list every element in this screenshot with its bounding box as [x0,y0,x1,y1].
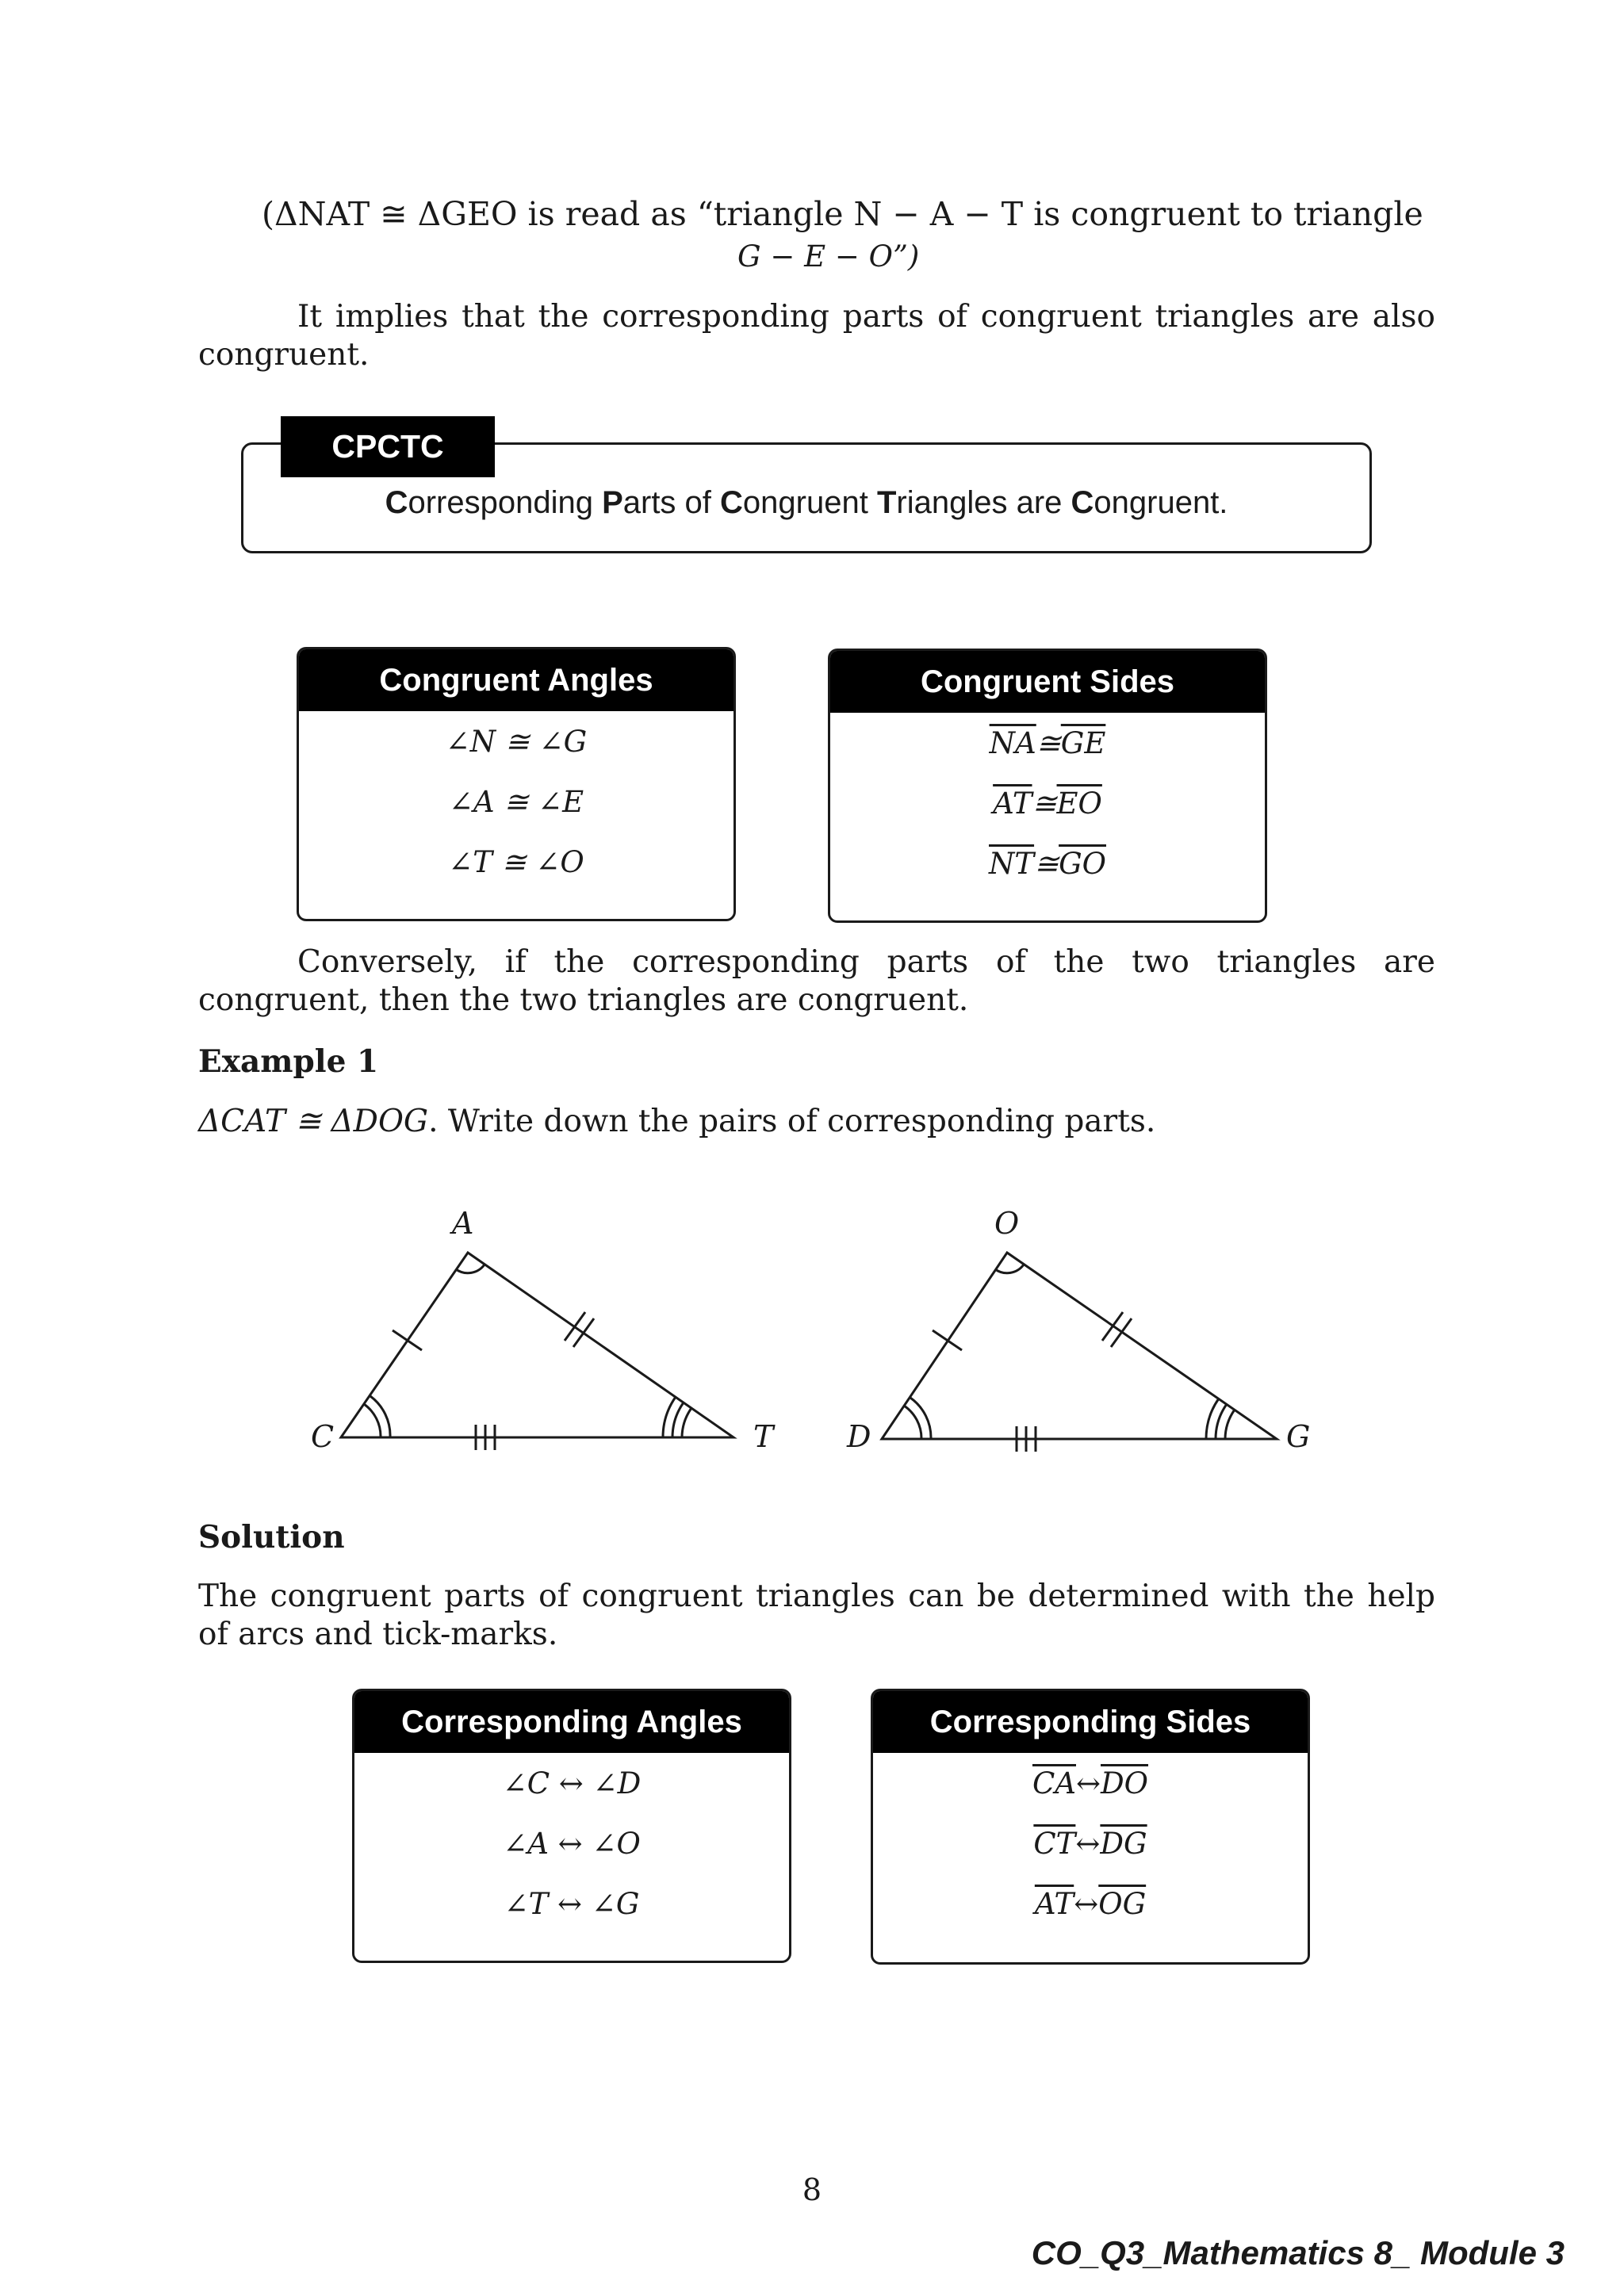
congruent-sides-box [828,649,1267,923]
cpctc-initial: C [1071,485,1094,520]
example-statement [198,1104,1155,1139]
segment-left: $\overline{CT}$ [1033,1826,1076,1861]
corresponding-side-row [873,1753,1308,1813]
solution-paragraph: The congruent parts of congruent triangles can be determined with the help of arcs and tick-marks. [198,1578,1435,1652]
congruent-angle-row: ∠T ≅ ∠O [448,844,584,879]
angle-arc [682,1408,691,1437]
cpctc-word: orresponding [408,485,603,520]
congruent-angle-row: ∠A ≅ ∠E [448,784,584,819]
segment-left: $\overline{CA}$ [1032,1766,1076,1800]
segment-left: $\overline{NA}$ [989,725,1036,760]
tick-mark [933,1330,962,1350]
relation-symbol: ≅ [1032,786,1057,821]
segment-left: $\overline{AT}$ [1034,1886,1074,1921]
cpctc-initial: C [385,485,408,520]
corresponding-angle-row: ∠A ↔ ∠O [503,1826,641,1861]
vertex-label-a: A [452,1206,474,1241]
example-text: . Write down the pairs of corresponding parts. [428,1104,1156,1139]
congruent-sides-header: Congruent Sides [830,651,1265,713]
page-number: 8 [802,2172,822,2207]
segment-right: $\overline{DG}$ [1100,1826,1147,1861]
segment-left: $\overline{NT}$ [989,846,1035,881]
congruent-side-row [830,713,1265,773]
relation-symbol: ≅ [1034,846,1059,881]
cpctc-initial: T [876,485,897,520]
vertex-label-d: D [847,1419,871,1454]
segment-right: $\overline{EO}$ [1056,786,1102,821]
cpctc-tab: CPCTC [281,416,495,477]
cpctc-word: ongruent [742,485,877,520]
triangle-figure [0,1189,1624,1490]
angle-arc [904,1406,921,1439]
relation-symbol: ≅ [1036,725,1061,760]
implies-paragraph: It implies that the corresponding parts of congruent triangles are also congruent. [198,299,1435,373]
corresponding-side-row [873,1813,1308,1873]
cpctc-word: arts of [622,485,721,520]
corresponding-side-row [873,1873,1308,1934]
vertex-label-t: T [753,1419,774,1454]
example-math: ΔCAT ≅ ΔDOG [198,1104,429,1139]
triangle-cat [341,1253,733,1437]
vertex-label-g: G [1286,1419,1311,1454]
cpctc-initial: P [602,485,623,520]
congruent-angle-row: ∠N ≅ ∠G [445,724,588,759]
vertex-label-o: O [994,1206,1020,1241]
corresponding-angles-header: Corresponding Angles [354,1691,789,1753]
angle-arc [364,1404,381,1437]
triangle-dog [882,1253,1277,1439]
congruent-angles-box [297,647,736,921]
corresponding-angles-box [352,1689,791,1963]
relation-symbol: ↔ [1075,1826,1101,1861]
read-statement-line2: G − E − O”) [737,239,920,274]
congruent-side-row [830,773,1265,833]
angle-arc [1225,1410,1235,1439]
relation-symbol: ↔ [1076,1766,1101,1800]
congruent-angles-header: Congruent Angles [299,649,733,711]
corresponding-angle-row: ∠T ↔ ∠G [504,1886,640,1921]
solution-title: Solution [198,1519,345,1556]
cpctc-definition [241,485,1372,521]
cpctc-word: ongruent. [1094,485,1228,520]
segment-right: $\overline{OG}$ [1098,1886,1147,1921]
segment-right: $\overline{DO}$ [1101,1766,1149,1800]
cpctc-initial: C [720,485,743,520]
segment-right: $\overline{GE}$ [1060,725,1106,760]
converse-paragraph: Conversely, if the corresponding parts of the two triangles are congruent, then the two triangles are congruent. [198,944,1435,1018]
example-title: Example 1 [198,1043,379,1080]
corresponding-sides-box [871,1689,1310,1965]
tick-mark [393,1330,422,1350]
module-footer: CO_Q3_Mathematics 8_ Module 3 [1031,2234,1565,2271]
vertex-label-c: C [311,1419,335,1454]
segment-left: $\overline{AT}$ [993,786,1032,821]
corresponding-sides-header: Corresponding Sides [873,1691,1308,1753]
congruent-side-row [830,833,1265,894]
segment-right: $\overline{GO}$ [1059,846,1106,881]
corresponding-angle-row: ∠C ↔ ∠D [502,1766,642,1800]
relation-symbol: ↔ [1074,1886,1099,1921]
cpctc-word: riangles are [896,485,1071,520]
read-statement-line1: (ΔNAT ≅ ΔGEO is read as “triangle N − A − T is congruent to triangle [262,195,1423,233]
